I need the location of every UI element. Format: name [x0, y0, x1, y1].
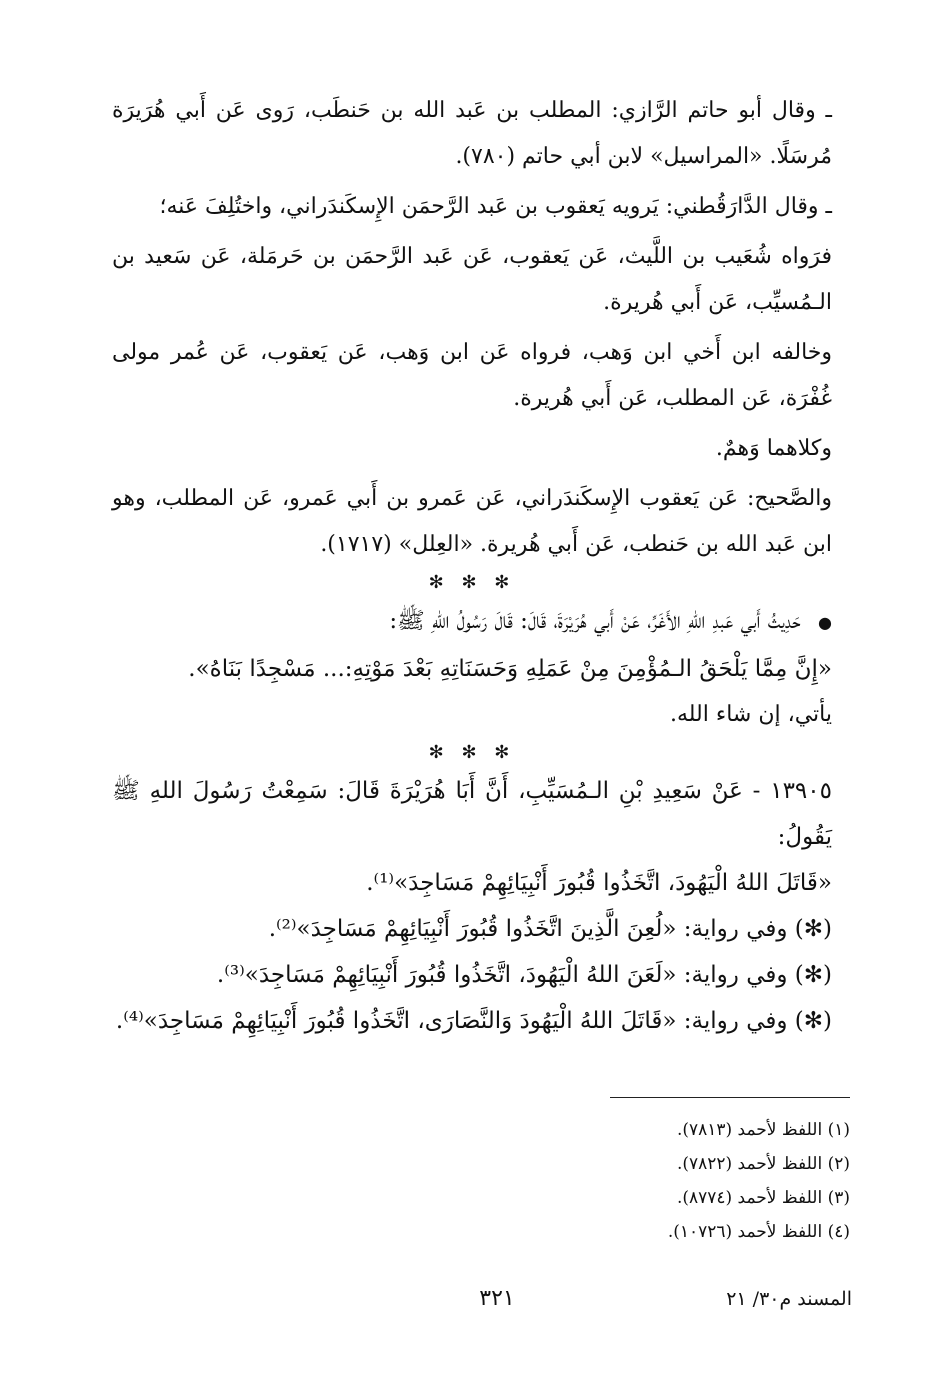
page-body — [112, 88, 832, 1044]
main-hadith: ١٣٩٠٥ - عَنْ سَعِيدِ بْنِ الـمُسَيِّبِ، أَنَّ أَبَا هُرَيْرَةَ قَالَ: سَمِعْتُ رَسُولَ اللهِ ﷺ يَقُولُ: — [112, 778, 832, 850]
section-separator-1: ✻ ✻ ✻ — [428, 572, 516, 593]
riwaya-2: (✻) وفي رواية: «لَعَنَ اللهُ الْيَهُودَ، اتَّخَذُوا قُبُورَ أَنْبِيَائِهِمْ مَسَاجِدَ»⁽³⁾. — [216, 962, 832, 988]
footnote-4: (٤) اللفظ لأحمد (١٠٧٢٦). — [667, 1222, 850, 1242]
riwaya-1: (✻) وفي رواية: «لُعِنَ الَّذِينَ اتَّخَذُوا قُبُورَ أَنْبِيَائِهِمْ مَسَاجِدَ»⁽²⁾. — [268, 916, 832, 942]
hadith-quote: «قَاتَلَ اللهُ الْيَهُودَ، اتَّخَذُوا قُبُورَ أَنْبِيَائِهِمْ مَسَاجِدَ»⁽¹⁾. — [366, 870, 832, 896]
hadith-intro — [112, 598, 832, 646]
paragraph-shuayb: فرَواه شُعَيب بن اللَّيث، عَن يَعقوب، عَن عَبد الرَّحمَن بن حَرمَلة، عَن سَعيد بن الـمُسيِّب، عَن أَبي هُريرة. — [112, 244, 832, 315]
page-number: ٣٢١ — [479, 1286, 515, 1311]
footnote-3: (٣) اللفظ لأحمد (٨٧٧٤). — [676, 1188, 850, 1208]
footnote-divider — [610, 1097, 850, 1098]
riwaya-3: (✻) وفي رواية: «قَاتَلَ اللهُ الْيَهُودَ وَالنَّصَارَى، اتَّخَذُوا قُبُورَ أَنْبِيَائِهِمْ مَسَاجِدَ»⁽⁴⁾. — [115, 1008, 832, 1034]
paragraph-correct: والصَّحيح: عَن يَعقوب الإِسكَندَراني، عَن عَمرو بن أَبي عَمرو، عَن المطلب، وهو ابن عَبد الله بن حَنطب، عَن أَبي هُريرة. «العِلل» (١٧١٧). — [112, 486, 832, 557]
paragraph-daraqutni: ـ وقال الدَّارَقُطني: يَرويه يَعقوب بن عَبد الرَّحمَن الإِسكَندَراني، واختُلِفَ عَنه؛ — [159, 194, 832, 219]
paragraph-abu-hatim: ـ وقال أبو حاتم الرَّازي: المطلب بن عَبد الله بن حَنطَب، رَوى عَن أَبي هُرَيرَة مُرسَلًا. «المراسيل» لابن أبي حاتم (٧٨٠). — [112, 98, 832, 169]
footnotes — [520, 1113, 850, 1249]
volume-mark: المسند م٣٠/ ٢١ — [726, 1288, 852, 1310]
paragraph-ibn-wahb: وخالفه ابن أَخي ابن وَهب، فرواه عَن ابن وَهب، عَن يَعقوب، عَن عُمر مولى غُفْرَة، عَن المطلب، عَن أَبي هُريرة. — [112, 340, 832, 411]
hadith-text: «إِنَّ مِمَّا يَلْحَقُ الـمُؤْمِنَ مِنْ عَمَلِهِ وَحَسَنَاتِهِ بَعْدَ مَوْتِهِ:... مَسْجِدًا بَنَاهُ». — [188, 656, 832, 682]
bullet-icon: ● — [818, 613, 832, 632]
footnote-2: (٢) اللفظ لأحمد (٧٨٢٢). — [676, 1154, 850, 1174]
footnote-1: (١) اللفظ لأحمد (٧٨١٣). — [676, 1120, 850, 1140]
hadith-note: يأتي، إن شاء الله. — [669, 702, 832, 727]
paragraph-both-wrong: وكلاهما وَهمٌ. — [715, 436, 832, 461]
hadith-intro-text: حَدِيثُ أَبي عَبدِ اللهِ الأَغَرِّ، عَنْ أَبي هُرَيْرَةَ، قَالَ: قَالَ رَسُولُ اللهِ ﷺ: — [389, 608, 801, 634]
section-separator-2: ✻ ✻ ✻ — [428, 742, 516, 763]
